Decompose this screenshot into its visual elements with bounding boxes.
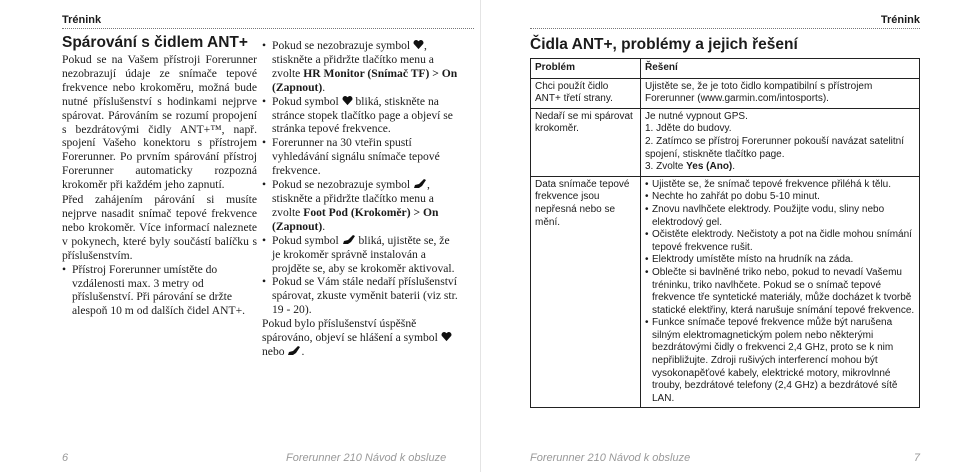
header-rule	[530, 28, 920, 29]
left-column	[62, 53, 257, 318]
right-page	[480, 0, 960, 472]
bullet-foot-blinking: • Pokud symbol bliká, ujistěte se, že je krokoměr správně instalován a projděte se, aby se krokoměr aktivoval.	[262, 234, 458, 276]
table-header-row	[531, 59, 920, 79]
table-row	[531, 78, 920, 108]
success-paragraph: Pokud bylo příslušenství úspěšně spárováno, objeví se hlášení a symbol nebo .	[262, 317, 458, 359]
solution-line: Je nutné vypnout GPS.	[645, 110, 748, 122]
page-heading: Čidla ANT+, problémy a jejich řešení	[530, 36, 798, 53]
bullet-foot-not-shown: • Pokud se nezobrazuje symbol , stiskněte a přidržte tlačítko menu a zvolte Foot Pod (Krokoměr) > On (Zapnout).	[262, 178, 458, 234]
solution-bullet: • Znovu navlhčete elektrody. Použijte vodu, sliny nebo elektrodový gel.	[645, 204, 915, 229]
table-row	[531, 108, 920, 176]
problem-cell: Chci použít čidlo ANT+ třetí strany.	[531, 78, 641, 108]
solution-bullet: • Nechte ho zahřát po dobu 5-10 minut.	[645, 191, 915, 204]
solution-bullet: • Oblečte si bavlněné triko nebo, pokud to nevadí Vašemu tréninku, triko navlhčete. Pokud se o snímač tepové frekvence tře syntetické materiály, může docházet k tvorbě statické elektřiny, která narušuje snímání tepové frekvence.	[645, 267, 915, 317]
header-rule	[62, 28, 474, 29]
table-row	[531, 176, 920, 408]
section-label: Trénink	[62, 14, 102, 26]
solution-step: 2. Zatímco se přístroj Forerunner pokouší navázat satelitní spojení, stiskněte tlačítko page.	[645, 135, 905, 160]
shoe-icon	[287, 345, 301, 356]
prep-paragraph: Před zahájením párování si musíte nejprve nasadit snímač tepové frekvence nebo krokoměr. Více informací naleznete v pokynech, které byly součástí balíčku s příslušenstvím.	[62, 193, 257, 262]
shoe-icon	[413, 178, 427, 189]
bullet-hr-search: • Forerunner na 30 vteřin spustí vyhledávání signálu snímače tepové frekvence.	[262, 136, 458, 178]
shoe-icon	[342, 234, 356, 245]
footer-title: Forerunner 210 Návod k obsluze	[286, 452, 447, 464]
troubleshooting-table	[530, 58, 920, 408]
distance-bullet: • Přístroj Forerunner umístěte do vzdálenosti max. 3 metry od příslušenství. Při párování se držte alespoň 10 m od dalších čidel ANT+.	[62, 263, 257, 319]
heart-icon	[441, 331, 452, 342]
section-label: Trénink	[880, 14, 920, 26]
heart-icon	[413, 39, 424, 50]
solution-bullet: • Elektrody umístěte místo na hrudník na záda.	[645, 254, 915, 267]
problem-cell: Data snímače tepové frekvence jsou nepřesná nebo se mění.	[531, 176, 641, 408]
table-header-problem: Problém	[531, 59, 641, 79]
solution-cell	[641, 176, 920, 408]
bullet-hr-blinking: • Pokud symbol bliká, stiskněte na stránce stopek tlačítko page a objeví se stránka tepové frekvence.	[262, 95, 458, 137]
solution-step: 3. Zvolte Yes (Ano).	[645, 161, 736, 173]
solution-step: 1. Jděte do budovy.	[645, 123, 732, 135]
bullet-hr-not-shown: • Pokud se nezobrazuje symbol , stiskněte a přidržte tlačítko menu a zvolte HR Monitor (Snímač TF) > On (Zapnout).	[262, 39, 458, 95]
solution-bullet: • Ujistěte se, že snímač tepové frekvence přiléhá k tělu.	[645, 179, 915, 192]
intro-paragraph: Pokud se na Vašem přístroji Forerunner nezobrazují údaje ze snímače tepové frekvence nebo krokoměru, možná bude nutné příslušenství s hodinkami nejprve spárovat. Párováním se rozumí propojení s bezdrátovými čidly ANT+™, např. spojení Vašeho konektoru s přístrojem Forerunner. Po prvním spárování přístroj Forerunner automaticky rozpozná krokoměr při každém jeho zapnutí.	[62, 53, 257, 192]
solution-cell: Ujistěte se, že je toto čidlo kompatibilní s přístrojem Forerunner (www.garmin.com/intosports).	[641, 78, 920, 108]
footer-title: Forerunner 210 Návod k obsluze	[530, 452, 691, 464]
solution-cell	[641, 108, 920, 176]
page-number: 6	[62, 452, 69, 464]
solution-bullet: • Očistěte elektrody. Nečistoty a pot na čidle mohou snímání tepové frekvence rušit.	[645, 229, 915, 254]
right-column	[262, 39, 458, 359]
bullet-replace-battery: • Pokud se Vám stále nedaří příslušenství spárovat, zkuste vyměnit baterii (viz str. 19 - 20).	[262, 275, 458, 317]
heart-icon	[342, 95, 353, 106]
page-heading: Spárování s čidlem ANT+	[62, 34, 248, 51]
table-header-solution: Řešení	[641, 59, 920, 79]
page-number: 7	[913, 452, 920, 464]
problem-cell: Nedaří se mi spárovat krokoměr.	[531, 108, 641, 176]
solution-bullet: • Funkce snímače tepové frekvence může být narušena silným elektromagnetickým polem nebo některými bezdrátovými čidly o frekvenci 2,4 GHz, proto se k nim nepřibližujte. Zdroji rušivých interferencí mohou být vysokonapěťové kabely, elektrické motory, mikrovlnné trouby, bezdrátové telefony (2,4 GHz) a bezdrátové sítě LAN.	[645, 317, 915, 405]
